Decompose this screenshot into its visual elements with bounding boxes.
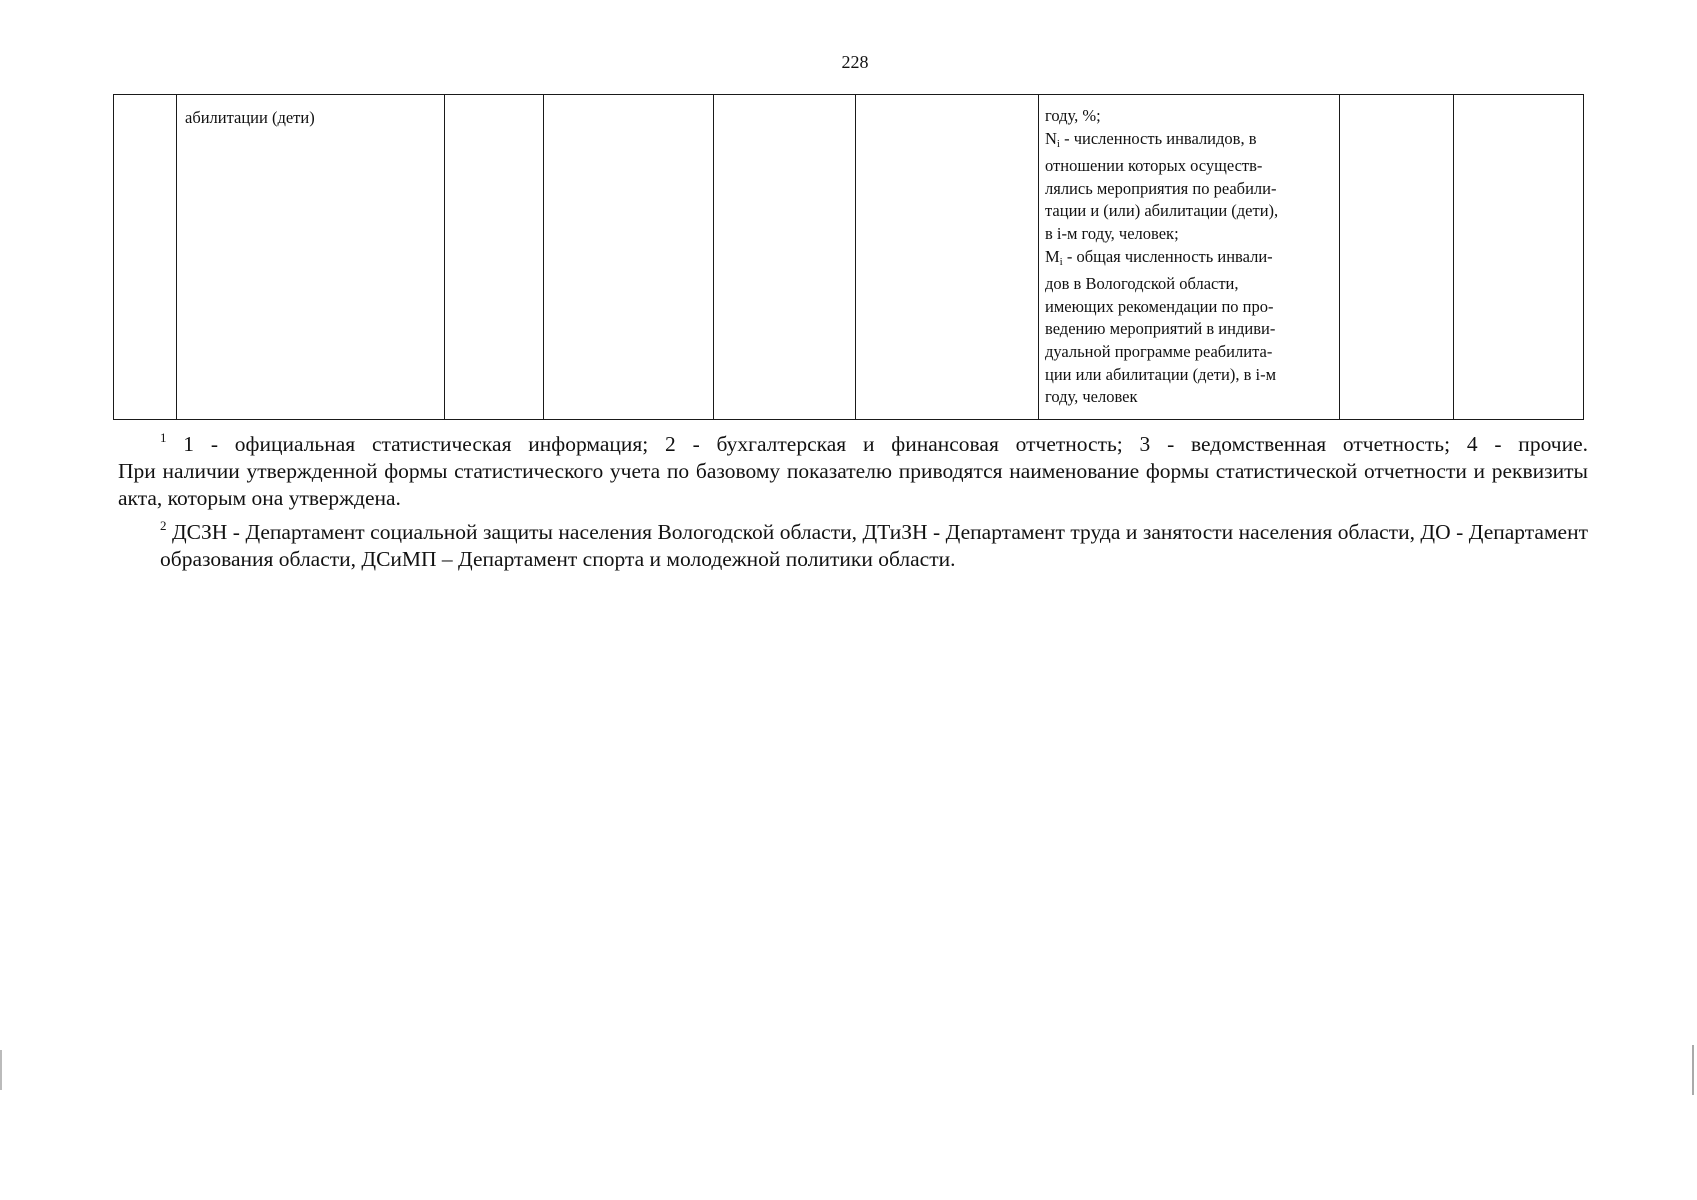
table-row [114,95,1584,420]
footnote-2-marker: 2 [160,518,167,533]
table-cell-number [114,95,177,420]
variable-m: M [1045,246,1060,266]
table-cell-source [1340,95,1454,420]
scan-artifact [1692,1045,1694,1095]
table-cell-type [544,95,714,420]
variable-subscript: i [1056,137,1060,150]
formula-line: дуальной программе реабилита- [1045,341,1273,361]
formula-line: году, человек [1045,387,1138,407]
table-cell-indicator-name [177,95,445,420]
formula-line: имеющих рекомендации по про- [1045,296,1274,316]
formula-line: ведению мероприятий в индиви- [1045,319,1276,339]
formula-line: дов в Вологодской области, [1045,274,1239,294]
formula-description [1039,95,1339,409]
indicator-table [113,94,1584,420]
indicator-name-text: абилитации (дети) [185,108,315,127]
table-cell-unit [445,95,544,420]
variable-n: N [1045,128,1057,148]
table-cell-algorithm [856,95,1039,420]
footnotes [118,424,1588,573]
formula-line: тации и (или) абилитации (дети), [1045,201,1279,221]
formula-line: $M_i$ - общая численность инвали- [1045,246,1273,268]
footnote-1-first-line: $^1$ 1 - официальная статистическая информация; 2 - бухгалтерская и финансовая отчетность; 3 - ведомственная отчетность; 4 - прочие. [160,430,1588,456]
table-cell-formula-description [1039,95,1340,420]
page-number: 228 [841,52,869,72]
variable-subscript: i [1059,255,1063,268]
formula-line: году, %; [1045,106,1101,125]
scan-artifact [0,1050,2,1090]
formula-line: ции или абилитации (дети), в i-м [1045,364,1277,384]
table-cell-period [714,95,856,420]
formula-line: отношении которых осуществ- [1045,156,1263,176]
footnote-1-continuation: При наличии утвержденной формы статистического учета по базовому показателю приводятся наименование формы статистической отчетности и реквизиты акта, которым она утверждена. [118,459,1588,510]
formula-line: лялись мероприятия по реабили- [1045,178,1277,198]
footnote-2: $^2$ ДСЗН - Департамент социальной защиты населения Вологодской области, ДТиЗН - Департамент труда и занятости населения области, ДО - Департамент образования области, ДСиМП – Департамент спорта и молодежной политики области. [160,518,1588,571]
formula-line: $N_i$ - численность инвалидов, в [1045,128,1257,150]
formula-line: в i-м году, человек; [1045,223,1179,243]
footnote-1-marker: 1 [160,430,167,445]
table-cell-responsible [1454,95,1584,420]
